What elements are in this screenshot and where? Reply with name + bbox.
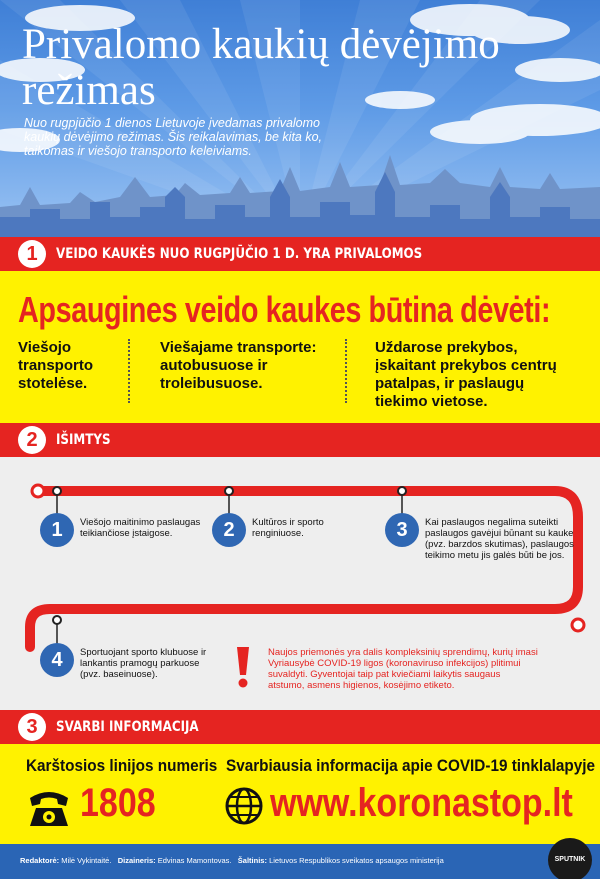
place-shops: Uždarose prekybos, įskaitant prekybos centrų patalpas, ir paslaugų tiekimo vietose. xyxy=(375,339,557,410)
mask-required-headline: Apsaugines veido kaukes būtina dėvėti: xyxy=(18,289,551,330)
section-1-content xyxy=(0,271,600,423)
place-stops: Viešojo transporto stotelėse. xyxy=(18,339,93,392)
section-1-label: VEIDO KAUKĖS NUO RUGPJŪČIO 1 D. YRA PRIVALOMOS xyxy=(56,246,423,262)
source-label: Šaltinis: xyxy=(237,856,267,865)
section-3-bar xyxy=(0,710,600,744)
hotline-label: Karštosios linijos numeris xyxy=(26,756,218,775)
exclamation-icon xyxy=(234,645,252,689)
exception-1-number: 1 xyxy=(40,513,74,547)
hotline-number[interactable]: 1808 xyxy=(80,781,156,825)
section-2-label: IŠIMTYS xyxy=(56,432,111,448)
section-2-bar xyxy=(0,423,600,457)
credits xyxy=(20,856,444,865)
sputnik-logo: SPUTNIK xyxy=(548,838,592,879)
phone-icon xyxy=(26,788,72,828)
exception-2-text: Kultūros ir sporto renginiuose. xyxy=(252,517,324,539)
editor-label: Redaktorė: xyxy=(20,856,60,865)
designer-label: Dizaineris: xyxy=(117,856,156,865)
section-2-content xyxy=(0,457,600,710)
intro-text: Nuo rugpjūčio 1 dienos Lietuvoje įvedamas privalomo kaukių dėvėjimo režimas. Šis reikalavimas, be kita ko, taikomas ir viešojo transporto keleiviams. xyxy=(24,116,323,158)
section-1-number: 1 xyxy=(18,240,46,268)
city-skyline-illustration xyxy=(0,147,600,237)
exception-2-number: 2 xyxy=(212,513,246,547)
section-3-content xyxy=(0,744,600,844)
source-name: Lietuvos Respublikos sveikatos apsaugos ministerija xyxy=(269,856,444,865)
section-2-number: 2 xyxy=(18,426,46,454)
exception-3-number: 3 xyxy=(385,513,419,547)
section-3-number: 3 xyxy=(18,713,46,741)
exception-4-text: Sportuojant sporto klubuose ir lankantis pramogų parkuose (pvz. baseinuose). xyxy=(80,647,207,680)
place-transport: Viešajame transporte: autobusuose ir troleibusuose. xyxy=(160,339,317,392)
globe-icon xyxy=(224,786,264,826)
header-banner xyxy=(0,0,600,237)
notice-text: Naujos priemonės yra dalis kompleksinių sprendimų, kurių imasi Vyriausybė COVID-19 ligos (koronaviruso infekcijos) plitimui suvaldyti. Gyventojai taip pat kviečiami laikytis saugaus atstumo, asmens higienos, kosėjimo etiketo. xyxy=(268,647,538,691)
exception-1-text: Viešojo maitinimo paslaugas teikiančiose įstaigose. xyxy=(80,517,201,539)
divider xyxy=(345,339,347,403)
designer-name: Edvinas Mamontovas. xyxy=(157,856,232,865)
page-title: Privalomo kaukių dėvėjimo režimas xyxy=(22,21,500,114)
footer xyxy=(0,844,600,879)
section-1-bar xyxy=(0,237,600,271)
section-3-label: SVARBI INFORMACIJA xyxy=(56,719,199,735)
website-label: Svarbiausia informacija apie COVID-19 tinklalapyje xyxy=(226,756,596,775)
exception-3-text: Kai paslaugos negalima suteikti paslaugos gavėjui būnant su kauke (pvz. barzdos skutimas), paslaugos teikimo metu jis galės būti be jos. xyxy=(425,517,574,561)
exception-4-number: 4 xyxy=(40,643,74,677)
editor-name: Milė Vykintaitė. xyxy=(61,856,112,865)
website-link[interactable]: www.koronastop.lt xyxy=(270,781,573,825)
divider xyxy=(128,339,130,403)
